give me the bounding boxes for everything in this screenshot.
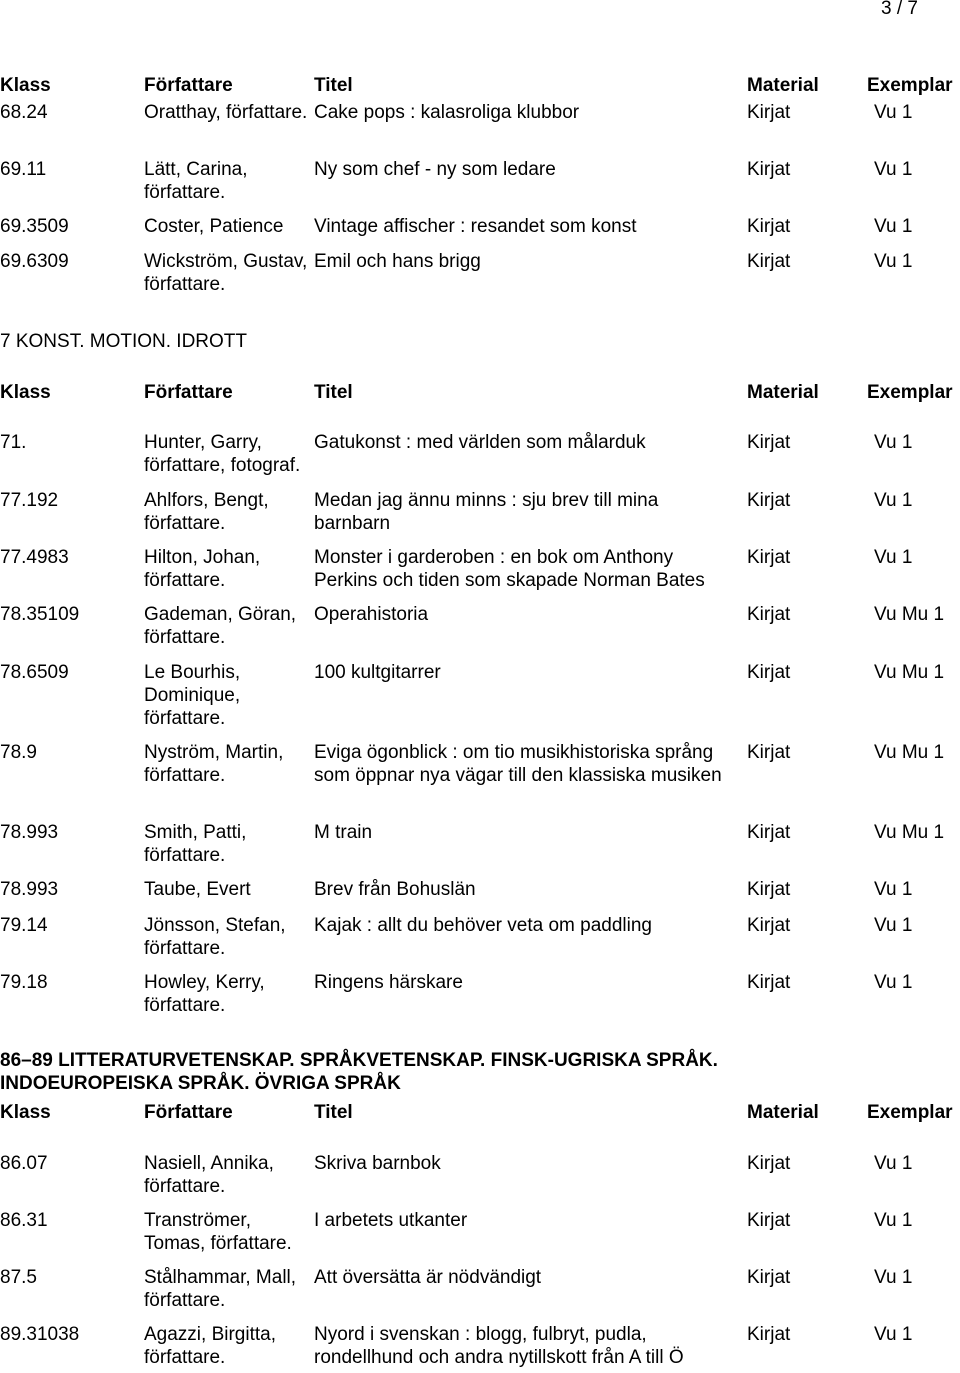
section-title-line-2: INDOEUROPEISKA SPRÅK. ÖVRIGA SPRÅK: [0, 1073, 401, 1094]
cell-titel: 100 kultgitarrer: [314, 662, 441, 683]
cell-titel: I arbetets utkanter: [314, 1210, 468, 1231]
table-row: [0, 1266, 960, 1323]
cell-exemplar: Vu Mu 1: [874, 742, 945, 763]
table-header: [0, 1101, 960, 1124]
cell-material: Kirjat: [747, 972, 791, 993]
table-row: [0, 1323, 960, 1373]
cell-material: Kirjat: [747, 251, 791, 272]
table-row: [0, 489, 960, 546]
cell-titel: Medan jag ännu minns : sju brev till mina barnbarn: [314, 490, 659, 534]
header-titel: Titel: [314, 382, 353, 403]
cell-titel: Cake pops : kalasroliga klubbor: [314, 102, 580, 123]
table-row: [0, 1209, 960, 1266]
cell-exemplar: Vu 1: [874, 972, 913, 993]
catalog-table-3: [0, 1101, 960, 1124]
table-row: [0, 158, 960, 215]
cell-exemplar: Vu 1: [874, 251, 913, 272]
table-row: [0, 546, 960, 603]
cell-exemplar: Vu 1: [874, 1324, 913, 1345]
cell-forfattare: Taube, Evert: [144, 879, 251, 900]
cell-material: Kirjat: [747, 216, 791, 237]
cell-exemplar: Vu 1: [874, 102, 913, 123]
cell-exemplar: Vu 1: [874, 915, 913, 936]
cell-forfattare: Stålhammar, Mall, författare.: [144, 1267, 297, 1311]
catalog-rows-3: [0, 1152, 960, 1373]
cell-material: Kirjat: [747, 159, 791, 180]
cell-klass: 78.6509: [0, 662, 69, 683]
header-exemplar: Exemplar: [867, 1102, 953, 1123]
cell-klass: 77.4983: [0, 547, 69, 568]
cell-forfattare: Lätt, Carina, författare.: [144, 159, 248, 203]
cell-klass: 78.35109: [0, 604, 80, 625]
cell-material: Kirjat: [747, 915, 791, 936]
table-row: [0, 821, 960, 878]
table-row: [0, 971, 960, 1028]
section-title: 7 KONST. MOTION. IDROTT: [0, 331, 248, 352]
catalog-rows-2: [0, 431, 960, 1028]
cell-material: Kirjat: [747, 547, 791, 568]
cell-titel: Att översätta är nödvändigt: [314, 1267, 542, 1288]
cell-forfattare: Hunter, Garry, författare, fotograf.: [144, 432, 301, 476]
table-row: [0, 1152, 960, 1209]
table-header: [0, 74, 960, 97]
cell-titel: Skriva barnbok: [314, 1153, 441, 1174]
cell-titel: Ny som chef - ny som ledare: [314, 159, 556, 180]
cell-exemplar: Vu 1: [874, 547, 913, 568]
cell-material: Kirjat: [747, 1267, 791, 1288]
catalog-table-1: [0, 74, 960, 97]
table-header: [0, 381, 960, 404]
cell-titel: Operahistoria: [314, 604, 429, 625]
table-row: [0, 250, 960, 296]
cell-material: Kirjat: [747, 879, 791, 900]
header-exemplar: Exemplar: [867, 75, 953, 96]
cell-material: Kirjat: [747, 1210, 791, 1231]
header-exemplar: Exemplar: [867, 382, 953, 403]
cell-exemplar: Vu 1: [874, 490, 913, 511]
table-row: [0, 661, 960, 741]
catalog-rows-1: [0, 101, 960, 296]
cell-material: Kirjat: [747, 102, 791, 123]
cell-forfattare: Nasiell, Annika, författare.: [144, 1153, 274, 1197]
cell-exemplar: Vu 1: [874, 432, 913, 453]
cell-titel: Ringens härskare: [314, 972, 463, 993]
table-row: [0, 914, 960, 971]
header-forfattare: Författare: [144, 75, 233, 96]
cell-titel: Eviga ögonblick : om tio musikhistoriska språng som öppnar nya vägar till den klassiska musiken: [314, 742, 722, 786]
cell-forfattare: Oratthay, författare.: [144, 102, 308, 123]
cell-forfattare: Hilton, Johan, författare.: [144, 547, 261, 591]
cell-forfattare: Wickström, Gustav, författare.: [144, 251, 308, 295]
header-klass: Klass: [0, 75, 51, 96]
cell-material: Kirjat: [747, 742, 791, 763]
catalog-table-2: [0, 381, 960, 404]
cell-exemplar: Vu 1: [874, 1153, 913, 1174]
cell-material: Kirjat: [747, 662, 791, 683]
header-klass: Klass: [0, 382, 51, 403]
cell-klass: 79.14: [0, 915, 48, 936]
table-row: [0, 431, 960, 489]
header-material: Material: [747, 1102, 819, 1123]
cell-klass: 69.6309: [0, 251, 69, 272]
header-klass: Klass: [0, 1102, 51, 1123]
cell-exemplar: Vu Mu 1: [874, 604, 945, 625]
header-material: Material: [747, 75, 819, 96]
header-forfattare: Författare: [144, 1102, 233, 1123]
table-row: [0, 741, 960, 821]
cell-forfattare: Smith, Patti, författare.: [144, 822, 247, 866]
cell-forfattare: Nyström, Martin, författare.: [144, 742, 284, 786]
section-title-line-1: 86–89 LITTERATURVETENSKAP. SPRÅKVETENSKAP. FINSK-UGRISKA SPRÅK.: [0, 1050, 718, 1071]
cell-exemplar: Vu 1: [874, 1267, 913, 1288]
cell-klass: 87.5: [0, 1267, 37, 1288]
header-forfattare: Författare: [144, 382, 233, 403]
cell-forfattare: Ahlfors, Bengt, författare.: [144, 490, 269, 534]
cell-klass: 86.07: [0, 1153, 48, 1174]
cell-titel: Kajak : allt du behöver veta om paddling: [314, 915, 652, 936]
cell-klass: 78.993: [0, 822, 59, 843]
cell-titel: Gatukonst : med världen som målarduk: [314, 432, 646, 453]
table-row: [0, 878, 960, 914]
cell-klass: 77.192: [0, 490, 59, 511]
cell-forfattare: Le Bourhis, Dominique, författare.: [144, 662, 241, 729]
table-row: [0, 603, 960, 661]
cell-material: Kirjat: [747, 1324, 791, 1345]
cell-material: Kirjat: [747, 604, 791, 625]
cell-titel: Brev från Bohuslän: [314, 879, 476, 900]
cell-klass: 86.31: [0, 1210, 48, 1231]
cell-exemplar: Vu 1: [874, 879, 913, 900]
table-row: [0, 215, 960, 250]
page-number: 3 / 7: [881, 0, 918, 19]
cell-exemplar: Vu 1: [874, 159, 913, 180]
cell-forfattare: Howley, Kerry, författare.: [144, 972, 265, 1016]
cell-exemplar: Vu Mu 1: [874, 662, 945, 683]
cell-material: Kirjat: [747, 1153, 791, 1174]
cell-material: Kirjat: [747, 432, 791, 453]
header-titel: Titel: [314, 1102, 353, 1123]
cell-titel: Nyord i svenskan : blogg, fulbryt, pudla, rondellhund och andra nytillskott från A till Ö: [314, 1324, 684, 1368]
cell-klass: 78.9: [0, 742, 37, 763]
cell-exemplar: Vu 1: [874, 216, 913, 237]
cell-forfattare: Coster, Patience: [144, 216, 284, 237]
cell-exemplar: Vu 1: [874, 1210, 913, 1231]
cell-titel: Monster i garderoben : en bok om Anthony Perkins och tiden som skapade Norman Bates: [314, 547, 705, 591]
cell-material: Kirjat: [747, 822, 791, 843]
cell-forfattare: Tranströmer, Tomas, författare.: [144, 1210, 292, 1254]
header-titel: Titel: [314, 75, 353, 96]
cell-klass: 68.24: [0, 102, 48, 123]
cell-forfattare: Agazzi, Birgitta, författare.: [144, 1324, 276, 1368]
cell-titel: Vintage affischer : resandet som konst: [314, 216, 637, 237]
cell-material: Kirjat: [747, 490, 791, 511]
cell-klass: 79.18: [0, 972, 48, 993]
cell-exemplar: Vu Mu 1: [874, 822, 945, 843]
table-row: [0, 101, 960, 158]
cell-klass: 69.3509: [0, 216, 69, 237]
cell-titel: Emil och hans brigg: [314, 251, 481, 272]
cell-klass: 69.11: [0, 159, 47, 180]
cell-klass: 71.: [0, 432, 27, 453]
cell-titel: M train: [314, 822, 373, 843]
cell-forfattare: Gademan, Göran, författare.: [144, 604, 297, 648]
cell-klass: 78.993: [0, 879, 59, 900]
cell-klass: 89.31038: [0, 1324, 80, 1345]
header-material: Material: [747, 382, 819, 403]
cell-forfattare: Jönsson, Stefan, författare.: [144, 915, 286, 959]
